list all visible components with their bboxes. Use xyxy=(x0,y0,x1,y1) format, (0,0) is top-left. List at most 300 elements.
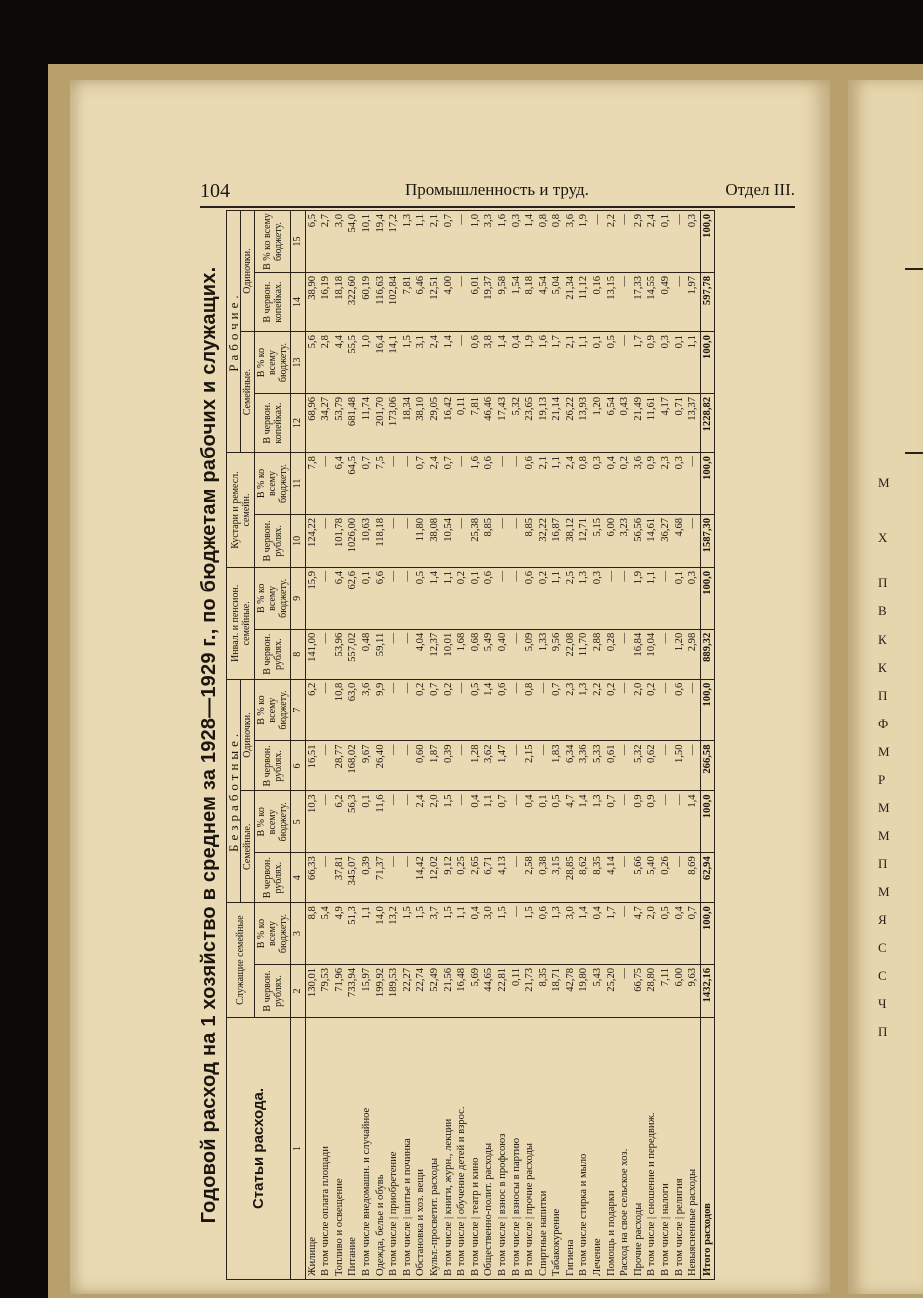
table-row xyxy=(577,211,591,1280)
row-label: В том числе | сношение и передвиж. xyxy=(645,1018,659,1280)
row-label: Расход на свое сельское хоз. xyxy=(618,1018,632,1280)
table-cell: 1,5 xyxy=(401,903,415,965)
table-cell: 1,4 xyxy=(482,679,496,741)
table-cell: — xyxy=(401,741,415,791)
table-cell: 2,65 xyxy=(469,853,483,903)
table-cell: 51,3 xyxy=(346,903,360,965)
table-cell: 7,81 xyxy=(401,272,415,331)
table-cell: 6,34 xyxy=(564,741,578,791)
column-number: 10 xyxy=(291,514,306,567)
table-cell: 6,00 xyxy=(605,514,619,567)
table-row xyxy=(618,211,632,1280)
table-cell: — xyxy=(496,567,510,629)
table-cell: 9,9 xyxy=(374,679,388,741)
row-label: Табакокурение xyxy=(550,1018,564,1280)
table-cell: 345,07 xyxy=(346,853,360,903)
table-cell: 1,7 xyxy=(605,903,619,965)
table-cell: — xyxy=(510,853,524,903)
table-cell: 12,02 xyxy=(428,853,442,903)
table-cell: 3,7 xyxy=(428,903,442,965)
table-cell: 22,81 xyxy=(496,964,510,1017)
table-row xyxy=(605,211,619,1280)
group-workers: Рабочие. xyxy=(227,211,241,453)
table-cell: 2,9 xyxy=(632,211,646,273)
row-label: Культ.-просветит. расходы xyxy=(428,1018,442,1280)
row-label: Спиртные напитки xyxy=(537,1018,551,1280)
table-cell: 1,1 xyxy=(360,903,374,965)
row-label: Лечение xyxy=(591,1018,605,1280)
table-cell: 19,4 xyxy=(374,211,388,273)
row-label: Гигиена xyxy=(564,1018,578,1280)
table-cell: — xyxy=(510,791,524,853)
table-cell: 62,6 xyxy=(346,567,360,629)
table-cell: 1,5 xyxy=(496,903,510,965)
table-cell: 5,43 xyxy=(591,964,605,1017)
table-cell: 2,98 xyxy=(686,629,700,679)
table-cell: — xyxy=(401,853,415,903)
table-cell: — xyxy=(319,453,333,515)
table-cell: 0,9 xyxy=(632,791,646,853)
table-cell: 0,11 xyxy=(455,393,469,452)
table-cell: — xyxy=(455,679,469,741)
column-number: 15 xyxy=(291,211,306,273)
table-cell: 15,97 xyxy=(360,964,374,1017)
table-cell: 2,8 xyxy=(319,332,333,394)
unit-percent: В % ко всему бюджету. xyxy=(255,679,291,741)
table-cell: 11,12 xyxy=(577,272,591,331)
table-cell: — xyxy=(387,514,401,567)
table-cell: 5,32 xyxy=(510,393,524,452)
table-cell: — xyxy=(618,903,632,965)
table-cell: — xyxy=(659,629,673,679)
table-cell: 8,18 xyxy=(523,272,537,331)
table-cell: 18,71 xyxy=(550,964,564,1017)
row-label: В том числе | взнос в профсоюз xyxy=(496,1018,510,1280)
row-label: В том числе | религия xyxy=(673,1018,687,1280)
table-cell: 4,17 xyxy=(659,393,673,452)
table-row xyxy=(523,211,537,1280)
table-cell: 0,2 xyxy=(442,679,456,741)
table-cell: 1,5 xyxy=(401,332,415,394)
table-cell: 1,3 xyxy=(577,567,591,629)
table-cell: — xyxy=(401,514,415,567)
table-cell: 6,54 xyxy=(605,393,619,452)
table-row xyxy=(346,211,360,1280)
table-cell: 38,12 xyxy=(564,514,578,567)
row-label: В том числе | театр и кино xyxy=(469,1018,483,1280)
table-cell: 71,37 xyxy=(374,853,388,903)
right-page-fragment: М xyxy=(878,744,890,759)
table-cell: 1,1 xyxy=(455,903,469,965)
table-cell: 19,37 xyxy=(482,272,496,331)
column-number: 12 xyxy=(291,393,306,452)
table-cell: 2,4 xyxy=(428,453,442,515)
table-cell: — xyxy=(618,741,632,791)
unit-kopeks: В червон. копейках. xyxy=(255,393,291,452)
table-cell: — xyxy=(686,741,700,791)
table-cell: — xyxy=(591,211,605,273)
table-cell: — xyxy=(387,453,401,515)
table-cell: 681,48 xyxy=(346,393,360,452)
table-cell: — xyxy=(618,679,632,741)
table-cell: 11,74 xyxy=(360,393,374,452)
table-cell: 60,19 xyxy=(360,272,374,331)
row-label: Питание xyxy=(346,1018,360,1280)
column-number: 3 xyxy=(291,903,306,965)
table-title: Годовой расход на 1 хозяйство в среднем за 1928—1929 г., по бюджетам рабочих и служащих. xyxy=(198,266,220,1224)
table-cell: 1,4 xyxy=(496,332,510,394)
table-cell: 2,0 xyxy=(645,903,659,965)
table-cell: 14,0 xyxy=(374,903,388,965)
table-cell: 0,6 xyxy=(482,567,496,629)
table-cell: 3,36 xyxy=(577,741,591,791)
table-cell: 46,46 xyxy=(482,393,496,452)
table-cell: 4,14 xyxy=(605,853,619,903)
table-cell: 28,77 xyxy=(333,741,347,791)
table-cell: 5,04 xyxy=(550,272,564,331)
table-cell: 42,78 xyxy=(564,964,578,1017)
total-cell: 1587,30 xyxy=(700,514,715,567)
table-cell: 0,2 xyxy=(618,453,632,515)
table-cell: 1,28 xyxy=(469,741,483,791)
table-cell: 3,6 xyxy=(564,211,578,273)
table-cell: 2,5 xyxy=(564,567,578,629)
column-number: 4 xyxy=(291,853,306,903)
table-row xyxy=(305,211,319,1280)
table-cell: 13,37 xyxy=(686,393,700,452)
table-cell: 1,3 xyxy=(401,211,415,273)
right-page-rule xyxy=(905,268,923,270)
table-cell: 1,97 xyxy=(686,272,700,331)
table-cell: 4,54 xyxy=(537,272,551,331)
table-cell: — xyxy=(387,741,401,791)
table-cell: — xyxy=(319,679,333,741)
table-cell: 3,15 xyxy=(550,853,564,903)
table-cell: — xyxy=(455,514,469,567)
row-label: В том числе | книги, журн., лекции xyxy=(442,1018,456,1280)
table-cell: 0,2 xyxy=(645,679,659,741)
table-cell: — xyxy=(510,629,524,679)
table-cell: 1,4 xyxy=(442,332,456,394)
table-cell: 6,46 xyxy=(414,272,428,331)
group-unemployed: Безработные. xyxy=(227,679,241,902)
table-cell: 64,5 xyxy=(346,453,360,515)
table-cell: — xyxy=(673,853,687,903)
table-row xyxy=(686,211,700,1280)
table-cell: — xyxy=(455,211,469,273)
table-cell: 6,4 xyxy=(333,453,347,515)
table-cell: 19,13 xyxy=(537,393,551,452)
right-page-fragment: К xyxy=(878,632,887,647)
table-cell: — xyxy=(510,514,524,567)
table-cell: — xyxy=(618,964,632,1017)
table-cell: 2,1 xyxy=(564,332,578,394)
table-cell: 63,0 xyxy=(346,679,360,741)
table-cell: — xyxy=(659,791,673,853)
unit-percent: В % ко всему бюджету. xyxy=(255,211,291,273)
table-cell: 1,5 xyxy=(414,903,428,965)
table-cell: 0,1 xyxy=(659,211,673,273)
table-cell: 1,1 xyxy=(550,453,564,515)
table-cell: 2,4 xyxy=(414,791,428,853)
table-cell: 36,27 xyxy=(659,514,673,567)
table-cell: — xyxy=(618,629,632,679)
column-number: 7 xyxy=(291,679,306,741)
table-cell: 2,4 xyxy=(645,211,659,273)
table-cell: 3,0 xyxy=(333,211,347,273)
unit-rubles: В червон. рублях. xyxy=(255,853,291,903)
table-row xyxy=(333,211,347,1280)
table-cell: — xyxy=(537,679,551,741)
table-cell: 14,61 xyxy=(645,514,659,567)
table-cell: 2,4 xyxy=(564,453,578,515)
table-cell: 0,28 xyxy=(605,629,619,679)
table-row xyxy=(537,211,551,1280)
table-cell: 1,3 xyxy=(577,679,591,741)
total-cell: 1228,82 xyxy=(700,393,715,452)
table-row xyxy=(482,211,496,1280)
table-cell: 12,51 xyxy=(428,272,442,331)
table-cell: 1,1 xyxy=(414,211,428,273)
table-cell: 5,15 xyxy=(591,514,605,567)
table-cell: 1,4 xyxy=(577,903,591,965)
table-cell: 130,01 xyxy=(305,964,319,1017)
table-cell: 1,83 xyxy=(550,741,564,791)
table-cell: 8,85 xyxy=(482,514,496,567)
table-cell: 0,5 xyxy=(605,332,619,394)
table-cell: 54,0 xyxy=(346,211,360,273)
table-cell: 0,39 xyxy=(442,741,456,791)
table-cell: 0,6 xyxy=(537,903,551,965)
table-cell: 2,4 xyxy=(428,332,442,394)
table-cell: 118,18 xyxy=(374,514,388,567)
table-row xyxy=(360,211,374,1280)
table-cell: 22,27 xyxy=(401,964,415,1017)
table-cell: 1,54 xyxy=(510,272,524,331)
table-cell: 4,68 xyxy=(673,514,687,567)
table-cell: 101,78 xyxy=(333,514,347,567)
table-cell: 0,5 xyxy=(469,679,483,741)
table-cell: 1,6 xyxy=(469,453,483,515)
table-cell: 1,87 xyxy=(428,741,442,791)
table-cell: 7,81 xyxy=(469,393,483,452)
expense-table xyxy=(226,210,715,1280)
column-number: 2 xyxy=(291,964,306,1017)
table-cell: 0,8 xyxy=(550,211,564,273)
table-cell: 21,73 xyxy=(523,964,537,1017)
right-page-fragment: М xyxy=(878,828,890,843)
table-cell: 16,84 xyxy=(632,629,646,679)
table-cell: 3,0 xyxy=(482,903,496,965)
page-number: 104 xyxy=(200,180,230,202)
table-cell: — xyxy=(673,211,687,273)
table-body xyxy=(291,211,715,1280)
table-cell: 9,58 xyxy=(496,272,510,331)
table-cell: 6,2 xyxy=(305,679,319,741)
sub-single: Одиночки. xyxy=(241,211,255,332)
table-cell: — xyxy=(455,453,469,515)
right-page-fragment: М xyxy=(878,475,890,490)
table-cell: 3,3 xyxy=(482,211,496,273)
table-cell: 0,60 xyxy=(414,741,428,791)
table-row xyxy=(659,211,673,1280)
table-cell: 5,32 xyxy=(632,741,646,791)
table-cell: 189,53 xyxy=(387,964,401,1017)
right-page-fragment: С xyxy=(878,940,887,955)
table-cell: — xyxy=(618,332,632,394)
row-label: Помощь и подарки xyxy=(605,1018,619,1280)
table-cell: 29,05 xyxy=(428,393,442,452)
table-cell: — xyxy=(618,567,632,629)
unit-percent: В % ко всему бюджету. xyxy=(255,332,291,394)
table-cell: 10,8 xyxy=(333,679,347,741)
table-cell: — xyxy=(686,514,700,567)
table-row xyxy=(645,211,659,1280)
table-row xyxy=(510,211,524,1280)
table-cell: 0,6 xyxy=(673,679,687,741)
table-cell: 19,80 xyxy=(577,964,591,1017)
table-cell: — xyxy=(455,741,469,791)
table-cell: 3,6 xyxy=(360,679,374,741)
table-cell: 6,01 xyxy=(469,272,483,331)
row-label: В том числе стирка и мыло xyxy=(577,1018,591,1280)
group-artisans: Кустари и ремесл. семейн. xyxy=(227,453,255,568)
table-cell: 0,4 xyxy=(523,791,537,853)
table-cell: — xyxy=(455,332,469,394)
table-cell: 28,85 xyxy=(564,853,578,903)
table-cell: 0,2 xyxy=(414,679,428,741)
total-cell: 100,0 xyxy=(700,332,715,394)
table-cell: 0,7 xyxy=(496,791,510,853)
total-cell: 597,78 xyxy=(700,272,715,331)
table-cell: 1,1 xyxy=(442,567,456,629)
table-cell: 0,16 xyxy=(591,272,605,331)
table-cell: 3,8 xyxy=(482,332,496,394)
table-cell: 4,13 xyxy=(496,853,510,903)
table-cell: 16,42 xyxy=(442,393,456,452)
table-cell: 5,69 xyxy=(469,964,483,1017)
table-cell: 1,1 xyxy=(686,332,700,394)
table-cell: 25,38 xyxy=(469,514,483,567)
table-cell: 0,8 xyxy=(537,211,551,273)
row-label: Одежда, белье и обувь xyxy=(374,1018,388,1280)
table-cell: 0,6 xyxy=(523,567,537,629)
unit-rubles: В червон. рублях. xyxy=(255,964,291,1017)
column-number: 9 xyxy=(291,567,306,629)
table-row xyxy=(455,211,469,1280)
table-cell: 25,20 xyxy=(605,964,619,1017)
table-cell: 9,67 xyxy=(360,741,374,791)
table-cell: 0,4 xyxy=(469,791,483,853)
table-cell: 0,3 xyxy=(686,567,700,629)
rotated-table-block xyxy=(198,210,790,1280)
table-cell: 199,92 xyxy=(374,964,388,1017)
table-cell: 5,4 xyxy=(319,903,333,965)
table-cell: 16,48 xyxy=(455,964,469,1017)
table-cell: 8,62 xyxy=(577,853,591,903)
table-cell: 0,7 xyxy=(360,453,374,515)
table-row xyxy=(319,211,333,1280)
total-cell: 100,0 xyxy=(700,791,715,853)
total-cell: 100,0 xyxy=(700,453,715,515)
table-cell: 4,7 xyxy=(632,903,646,965)
table-cell: 0,11 xyxy=(510,964,524,1017)
table-cell: 0,7 xyxy=(414,453,428,515)
table-cell: 66,33 xyxy=(305,853,319,903)
table-cell: — xyxy=(659,741,673,791)
table-cell: 0,26 xyxy=(659,853,673,903)
table-cell: 0,5 xyxy=(414,567,428,629)
total-cell: 100,0 xyxy=(700,567,715,629)
row-label: В том числе | взносы в партию xyxy=(510,1018,524,1280)
table-cell: 116,63 xyxy=(374,272,388,331)
table-cell: 8,69 xyxy=(686,853,700,903)
table-cell: — xyxy=(387,791,401,853)
table-cell: 5,66 xyxy=(632,853,646,903)
table-cell: 201,70 xyxy=(374,393,388,452)
table-cell: 2,0 xyxy=(632,679,646,741)
table-cell: 21,56 xyxy=(442,964,456,1017)
table-cell: 8,85 xyxy=(523,514,537,567)
table-cell: 38,90 xyxy=(305,272,319,331)
table-cell: 26,22 xyxy=(564,393,578,452)
table-cell: 0,71 xyxy=(673,393,687,452)
right-page-fragment: Х xyxy=(878,530,888,545)
table-cell: — xyxy=(387,629,401,679)
unit-rubles: В червон. рублях. xyxy=(255,514,291,567)
row-label: Жилище xyxy=(305,1018,319,1280)
right-page-fragment: М xyxy=(878,884,890,899)
total-row xyxy=(700,211,715,1280)
table-cell: — xyxy=(510,567,524,629)
table-cell: — xyxy=(455,791,469,853)
table-cell: 0,7 xyxy=(428,679,442,741)
table-cell: — xyxy=(401,453,415,515)
table-cell: 5,6 xyxy=(305,332,319,394)
table-cell: — xyxy=(537,741,551,791)
table-row xyxy=(673,211,687,1280)
table-cell: 71,96 xyxy=(333,964,347,1017)
row-label: В том числе | приобретение xyxy=(387,1018,401,1280)
table-cell: 1,1 xyxy=(550,567,564,629)
table-cell: 7,5 xyxy=(374,453,388,515)
table-cell: — xyxy=(673,272,687,331)
table-cell: 2,1 xyxy=(537,453,551,515)
total-cell: 100,0 xyxy=(700,679,715,741)
table-cell: 1,5 xyxy=(523,903,537,965)
table-cell: 1,5 xyxy=(442,903,456,965)
table-cell: 5,40 xyxy=(645,853,659,903)
table-cell: 1,0 xyxy=(469,211,483,273)
table-cell: 1,4 xyxy=(428,567,442,629)
table-cell: 38,10 xyxy=(414,393,428,452)
table-cell: — xyxy=(659,567,673,629)
table-cell: 733,94 xyxy=(346,964,360,1017)
table-cell: 10,01 xyxy=(442,629,456,679)
table-row xyxy=(414,211,428,1280)
table-row xyxy=(401,211,415,1280)
row-label: В том числе | шитье и починка xyxy=(401,1018,415,1280)
table-cell: 0,8 xyxy=(577,453,591,515)
table-cell: 22,74 xyxy=(414,964,428,1017)
table-cell: 0,4 xyxy=(605,453,619,515)
total-cell: 100,0 xyxy=(700,903,715,965)
header-rule xyxy=(200,206,795,208)
table-cell: 0,49 xyxy=(659,272,673,331)
table-cell: 0,3 xyxy=(686,211,700,273)
table-cell: 55,5 xyxy=(346,332,360,394)
table-cell: 3,23 xyxy=(618,514,632,567)
